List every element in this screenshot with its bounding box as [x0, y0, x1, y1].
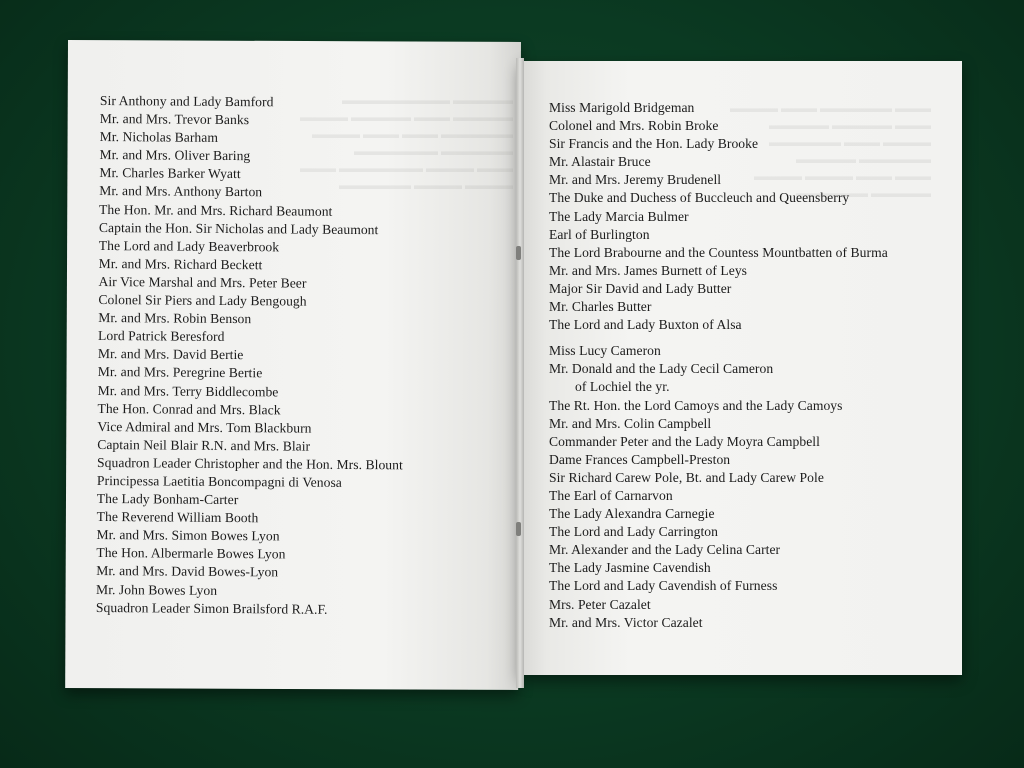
booklet-spine [516, 58, 524, 688]
guest-name: Miss Marigold Bridgeman [549, 100, 695, 115]
guest-name: Captain the Hon. Sir Nicholas and Lady Beaumont [98, 219, 379, 237]
guest-name: Mr. Alastair Bruce [549, 154, 651, 170]
guest-name: Mrs. Peter Cazalet [549, 596, 651, 612]
guest-name: Mr. Alexander and the Lady Celina Carter [549, 542, 781, 558]
guest-name: Squadron Leader Simon Brailsford R.A.F. [95, 599, 328, 617]
guest-name: The Lord and Lady Carrington [549, 524, 719, 540]
guest-name: Mr. and Mrs. Colin Campbell [549, 415, 712, 431]
guest-name-continuation: of Lochiel the yr. [575, 379, 670, 395]
guest-name: The Lord and Lady Beaverbrook [98, 237, 280, 255]
staple-top [516, 246, 521, 260]
guest-name: The Lady Alexandra Carnegie [549, 506, 715, 522]
right-guest-list [549, 99, 888, 632]
guest-name: The Lady Bonham-Carter [96, 491, 239, 508]
guest-name: Colonel Sir Piers and Lady Bengough [98, 292, 307, 309]
guest-name: The Reverend William Booth [96, 509, 259, 526]
guest-name: Squadron Leader Christopher and the Hon. Mrs. Blount [97, 454, 403, 473]
guest-name: Earl of Burlington [549, 226, 650, 242]
guest-name: Commander Peter and the Lady Moyra Campbell [549, 433, 820, 449]
guest-name: Colonel and Mrs. Robin Broke [549, 118, 719, 134]
guest-name: The Lord Brabourne and the Countess Mountbatten of Burma [549, 244, 888, 260]
guest-name: Mr. and Mrs. David Bowes-Lyon [96, 563, 279, 580]
guest-name: Mr. and Mrs. Jeremy Brudenell [549, 172, 722, 188]
guest-name: Mr. John Bowes Lyon [96, 581, 218, 598]
guest-name: Mr. and Mrs. David Bertie [97, 346, 244, 363]
guest-name: Mr. Charles Barker Wyatt [99, 165, 241, 182]
staple-bottom [516, 522, 521, 536]
guest-name: Sir Anthony and Lady Bamford [99, 92, 274, 110]
guest-name: Mr. and Mrs. Anthony Barton [99, 183, 263, 200]
guest-name: Principessa Laetitia Boncompagni di Venosa [96, 472, 342, 490]
guest-name: Dame Frances Campbell-Preston [549, 451, 731, 467]
guest-name: The Lord and Lady Buxton of Alsa [549, 317, 742, 333]
guest-name: Mr. and Mrs. Peregrine Bertie [97, 364, 263, 381]
guest-name: The Rt. Hon. the Lord Camoys and the Lady Camoys [549, 397, 843, 413]
guest-name: Mr. Donald and the Lady Cecil Cameron [549, 361, 774, 377]
guest-name: Mr. and Mrs. Victor Cazalet [549, 614, 703, 630]
guest-name: Mr. and Mrs. Simon Bowes Lyon [96, 527, 280, 544]
guest-name: The Lady Marcia Bulmer [549, 208, 689, 224]
guest-name: Air Vice Marshal and Mrs. Peter Beer [98, 273, 307, 291]
guest-name: Mr. and Mrs. Richard Beckett [98, 255, 263, 273]
guest-name: Mr. Nicholas Barham [99, 129, 219, 146]
guest-name: The Duke and Duchess of Buccleuch and Queensberry [549, 190, 850, 206]
guest-name: Captain Neil Blair R.N. and Mrs. Blair [97, 436, 311, 454]
guest-name: Mr. and Mrs. Terry Biddlecombe [97, 382, 279, 399]
guest-name: Sir Richard Carew Pole, Bt. and Lady Carew Pole [549, 469, 824, 485]
guest-name: The Lord and Lady Cavendish of Furness [549, 578, 778, 594]
guest-name: Lord Patrick Beresford [98, 328, 225, 345]
guest-name: Mr. Charles Butter [549, 299, 652, 315]
guest-name: Mr. and Mrs. James Burnett of Leys [549, 262, 748, 278]
guest-name: Miss Lucy Cameron [549, 343, 661, 359]
left-guest-list [96, 92, 406, 619]
guest-name: Major Sir David and Lady Butter [549, 280, 732, 296]
guest-name: Vice Admiral and Mrs. Tom Blackburn [97, 418, 312, 436]
guest-name: Mr. and Mrs. Robin Benson [98, 310, 252, 327]
guest-name: Mr. and Mrs. Trevor Banks [99, 111, 250, 128]
guest-name: The Hon. Albermarle Bowes Lyon [96, 545, 286, 562]
guest-name: The Hon. Conrad and Mrs. Black [97, 400, 281, 418]
guest-name: The Lady Jasmine Cavendish [549, 560, 711, 576]
guest-name: Mr. and Mrs. Oliver Baring [99, 147, 251, 164]
guest-name: The Hon. Mr. and Mrs. Richard Beaumont [99, 201, 333, 219]
guest-name: Sir Francis and the Hon. Lady Brooke [549, 136, 759, 152]
guest-name: The Earl of Carnarvon [549, 487, 673, 503]
